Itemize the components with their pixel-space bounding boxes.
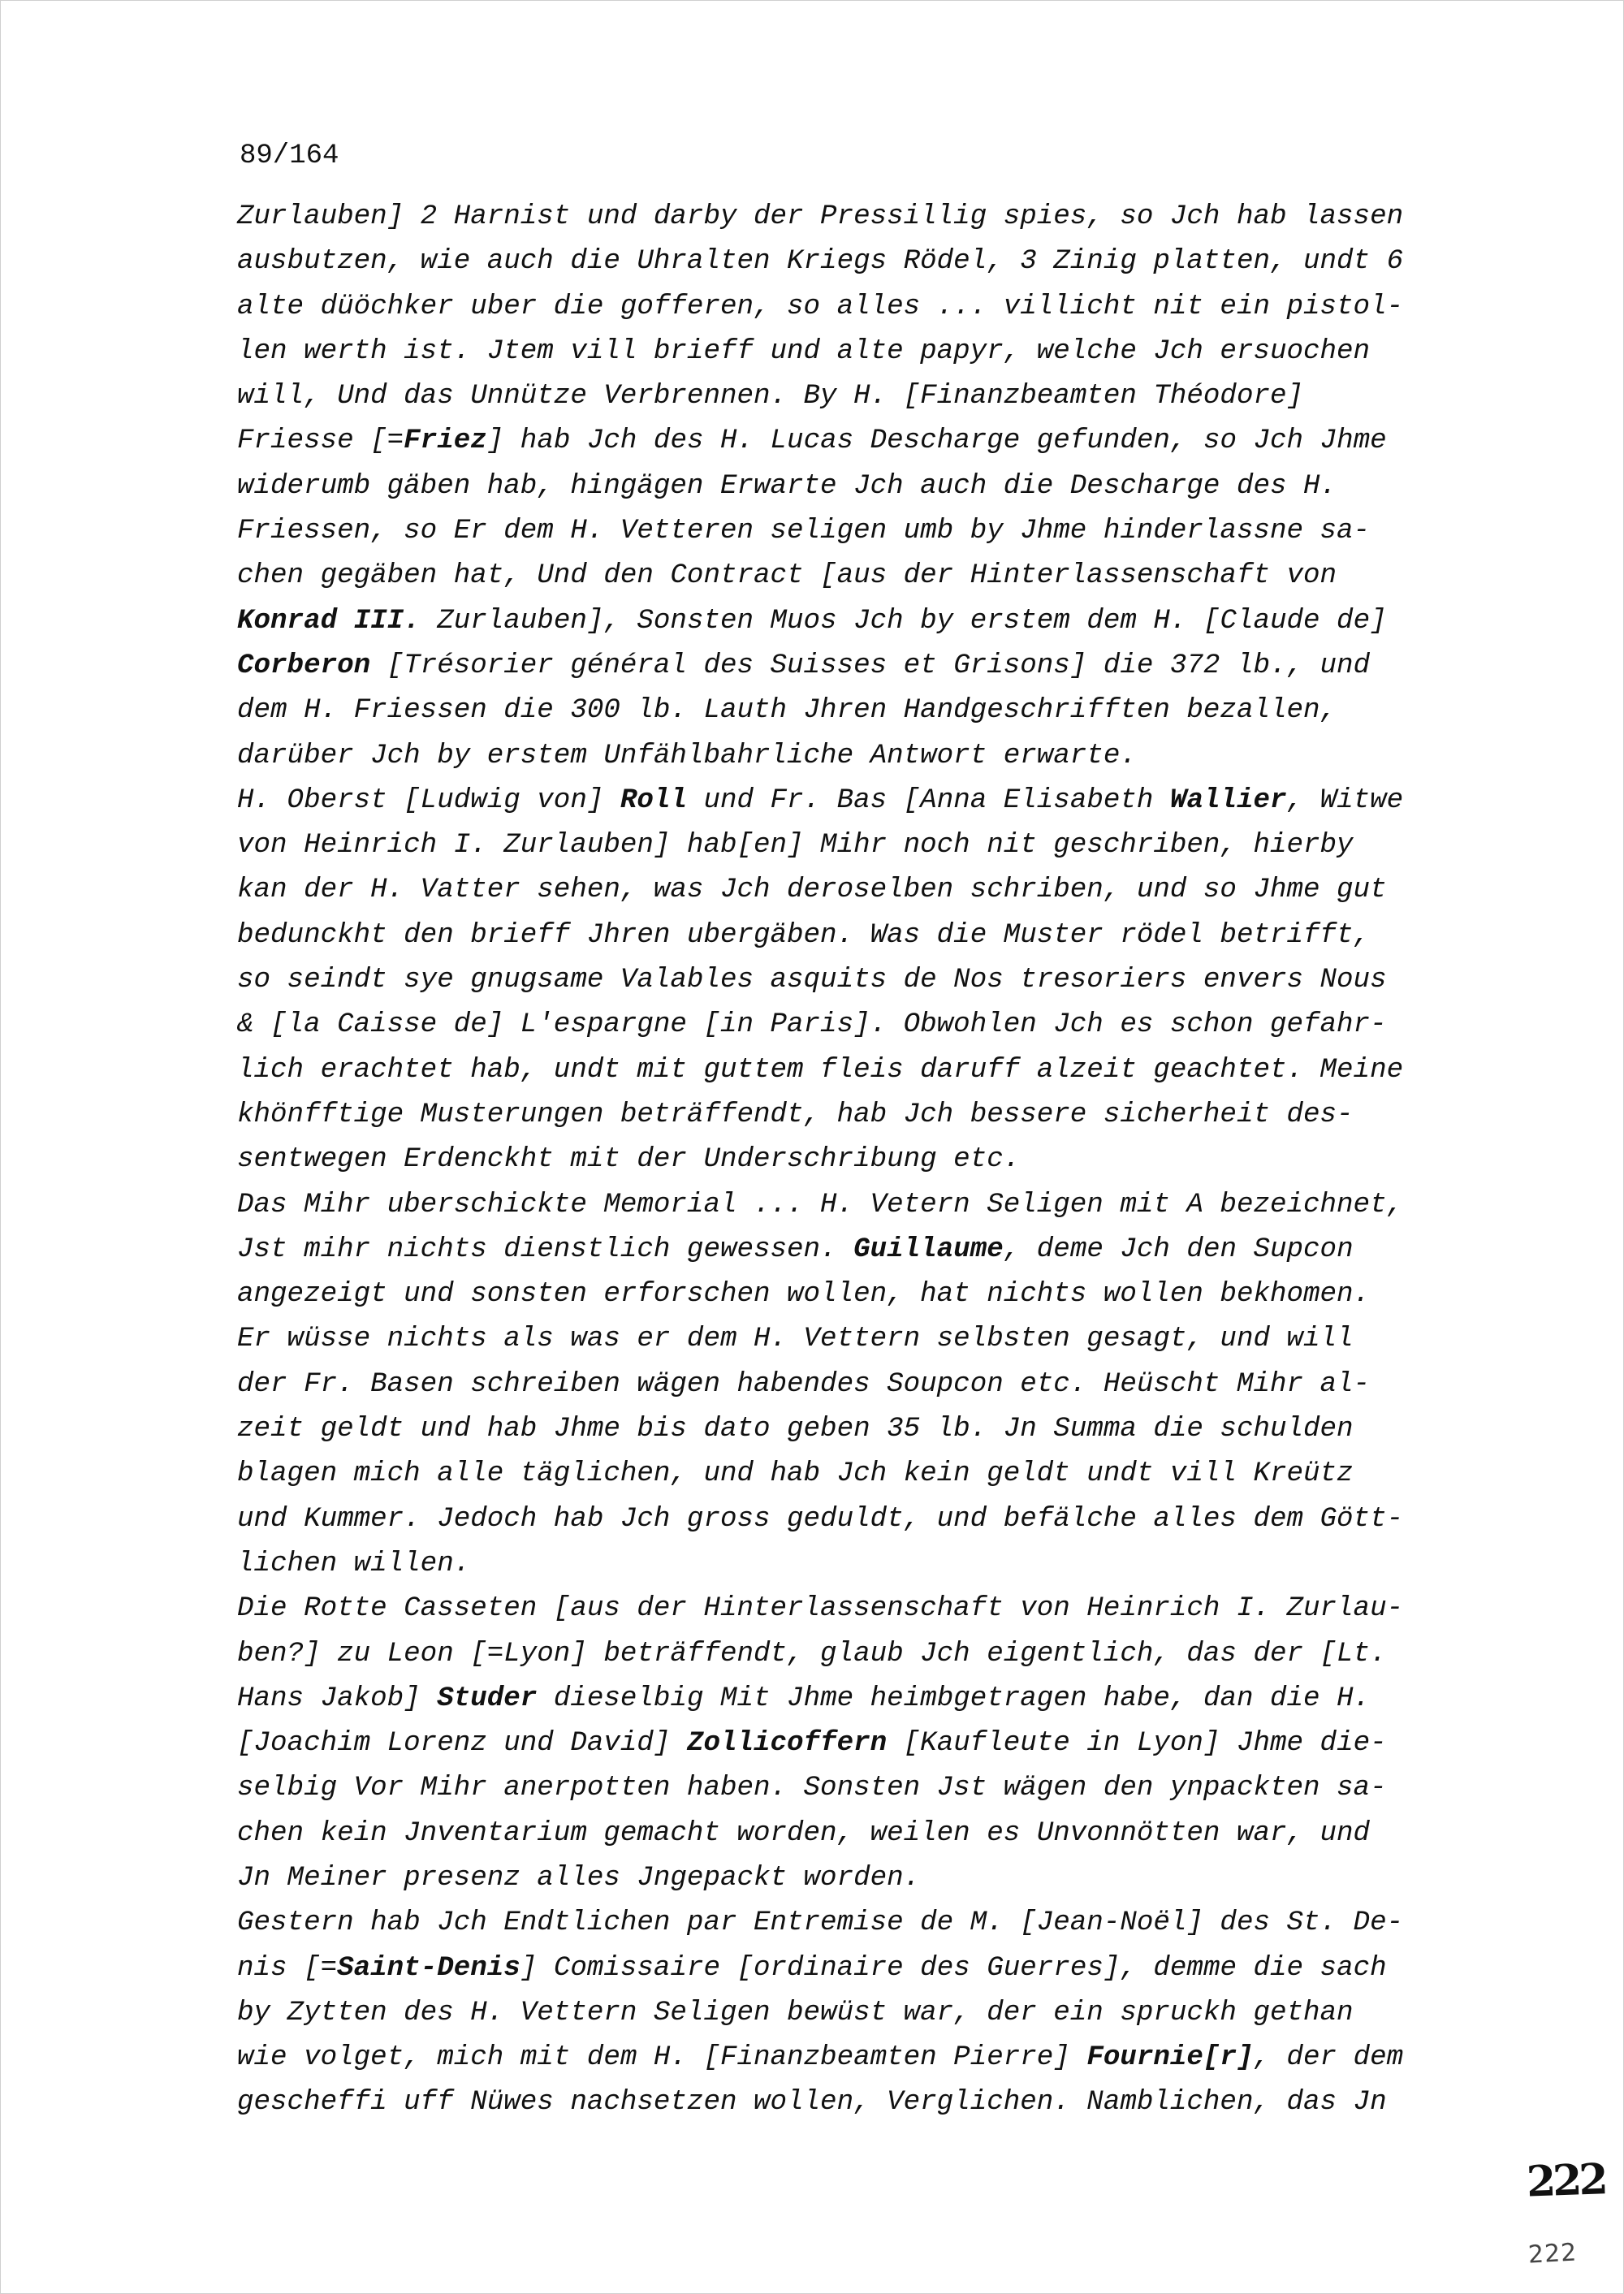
- text-segment: Das Mihr uberschickte Memorial ... H. Vetern Seligen mit A bezeichnet,: [237, 1189, 1404, 1220]
- text-line: [237, 914, 1504, 958]
- text-line: [237, 509, 1504, 554]
- text-segment: angezeigt und sonsten erforschen wollen, hat nichts wollen bekhomen.: [237, 1279, 1371, 1311]
- text-segment: sentwegen Erdenckht mit der Underschribung etc.: [237, 1144, 1021, 1176]
- text-line: [237, 374, 1504, 419]
- bold-name: Friez: [404, 426, 487, 457]
- text-segment: [Trésorier général des Suisses et Grisons] die 372 lb., und: [370, 650, 1371, 681]
- text-segment: Er wüsse nichts als was er dem H. Vettern selbsten gesagt, und will: [237, 1324, 1354, 1355]
- bold-name: Wallier: [1169, 784, 1287, 816]
- text-line: [237, 779, 1504, 823]
- text-line: [237, 1272, 1504, 1317]
- text-segment: und Kummer. Jedoch hab Jch gross geduldt, und befälche alles dem Gött-: [237, 1503, 1404, 1535]
- text-line: [237, 1183, 1504, 1228]
- bold-name: Roll: [620, 784, 687, 816]
- text-line: [237, 1812, 1504, 1856]
- text-line: [237, 1093, 1504, 1138]
- text-line: [237, 1991, 1504, 2036]
- text-line: [237, 240, 1504, 284]
- text-segment: will, Und das Unnütze Verbrennen. By H. [Finanzbeamten Théodore]: [237, 381, 1304, 413]
- text-segment: Friessen, so Er dem H. Vetteren seligen umb by Jhme hinderlassne sa-: [237, 516, 1371, 547]
- text-line: [237, 1497, 1504, 1542]
- text-line: [237, 554, 1504, 598]
- text-segment: [Kaufleute in Lyon] Jhme die-: [887, 1728, 1387, 1760]
- text-segment: so seindt sye gnugsame Valables asquits de Nos tresoriers envers Nous: [237, 965, 1387, 996]
- text-line: [237, 599, 1504, 644]
- bold-name: Corberon: [237, 650, 371, 681]
- text-segment: , deme Jch den Supcon: [1003, 1233, 1354, 1265]
- text-segment: ausbutzen, wie auch die Uhralten Kriegs Rödel, 3 Zinig platten, undt 6: [237, 246, 1404, 278]
- text-segment: und Fr. Bas [Anna Elisabeth: [686, 784, 1170, 816]
- text-segment: , der dem: [1253, 2042, 1404, 2074]
- text-line: [237, 1542, 1504, 1587]
- text-line: [237, 1363, 1504, 1407]
- bold-name: Studer: [437, 1683, 538, 1714]
- text-line: [237, 1632, 1504, 1677]
- text-segment: Friesse [=: [237, 426, 404, 457]
- text-segment: chen gegäben hat, Und den Contract [aus der Hinterlassenschaft von: [237, 560, 1337, 592]
- text-line: [237, 195, 1504, 240]
- text-line: [237, 1228, 1504, 1272]
- text-segment: ] hab Jch des H. Lucas Descharge gefunden, so Jch Jhme: [486, 426, 1387, 457]
- text-segment: lich erachtet hab, undt mit guttem fleis daruff alzeit geachtet. Meine: [237, 1054, 1404, 1086]
- text-segment: len werth ist. Jtem vill brieff und alte papyr, welche Jch ersuochen: [237, 335, 1371, 367]
- text-segment: widerumb gäben hab, hingägen Erwarte Jch auch die Descharge des H.: [237, 470, 1337, 502]
- text-segment: ] Comissaire [ordinaire des Guerres], demme die sach: [520, 1952, 1387, 1984]
- text-segment: H. Oberst [Ludwig von]: [237, 784, 620, 816]
- text-segment: & [la Caisse de] L'espargne [in Paris]. Obwohlen Jch es schon gefahr-: [237, 1009, 1387, 1041]
- text-segment: darüber Jch by erstem Unfählbahrliche Antwort erwarte.: [237, 740, 1137, 771]
- text-segment: blagen mich alle täglichen, und hab Jch kein geldt undt vill Kreütz: [237, 1458, 1354, 1490]
- text-line: [237, 1901, 1504, 1946]
- folio-pencil-number: 222: [1527, 2238, 1579, 2270]
- text-line: [237, 1722, 1504, 1766]
- text-line: [237, 689, 1504, 733]
- text-line: [237, 1677, 1504, 1722]
- text-segment: chen kein Jnventarium gemacht worden, weilen es Unvonnötten war, und: [237, 1817, 1371, 1849]
- text-segment: lichen willen.: [237, 1548, 471, 1579]
- text-segment: Die Rotte Casseten [aus der Hinterlassenschaft von Heinrich I. Zurlau-: [237, 1593, 1404, 1625]
- text-segment: wie volget, mich mit dem H. [Finanzbeamten Pierre]: [237, 2042, 1087, 2074]
- text-line: [237, 1138, 1504, 1182]
- text-segment: Jst mihr nichts dienstlich gewessen.: [237, 1233, 854, 1265]
- transcription-body: [237, 195, 1504, 2126]
- text-line: [237, 1048, 1504, 1093]
- text-line: [237, 823, 1504, 868]
- bold-name: Saint-Denis: [337, 1952, 520, 1984]
- text-line: [237, 644, 1504, 689]
- text-line: [237, 1317, 1504, 1362]
- text-segment: khönfftige Musterungen beträffendt, hab Jch bessere sicherheit des-: [237, 1099, 1354, 1130]
- text-segment: ben?] zu Leon [=Lyon] beträffendt, glaub Jch eigentlich, das der [Lt.: [237, 1638, 1387, 1670]
- text-segment: Zurlauben] 2 Harnist und darby der Pressillig spies, so Jch hab lassen: [237, 201, 1404, 232]
- text-line: [237, 1587, 1504, 1631]
- text-segment: Jn Meiner presenz alles Jngepackt worden.: [237, 1862, 921, 1894]
- text-line: [237, 958, 1504, 1003]
- text-segment: selbig Vor Mihr anerpotten haben. Sonsten Jst wägen den ynpackten sa-: [237, 1773, 1387, 1804]
- bold-name: Zollicoffern: [686, 1728, 888, 1760]
- text-line: [237, 464, 1504, 509]
- text-segment: Zurlauben], Sonsten Muos Jch by erstem dem H. [Claude de]: [420, 605, 1387, 637]
- text-segment: , Witwe: [1286, 784, 1404, 816]
- text-line: [237, 1003, 1504, 1048]
- text-line: [237, 1856, 1504, 1901]
- text-segment: by Zytten des H. Vettern Seligen bewüst war, der ein spruckh gethan: [237, 1997, 1354, 2028]
- text-segment: [Joachim Lorenz und David]: [237, 1728, 687, 1760]
- bold-name: Guillaume: [853, 1233, 1004, 1265]
- bold-name: Konrad III.: [237, 605, 421, 637]
- text-line: [237, 2036, 1504, 2080]
- text-segment: von Heinrich I. Zurlauben] hab[en] Mihr noch nit geschriben, hierby: [237, 830, 1354, 862]
- text-line: [237, 285, 1504, 330]
- text-line: [237, 734, 1504, 779]
- text-segment: kan der H. Vatter sehen, was Jch deroselben schriben, und so Jhme gut: [237, 875, 1387, 906]
- folio-stamp-number: 222: [1525, 2154, 1606, 2207]
- text-segment: Gestern hab Jch Endtlichen par Entremise de M. [Jean-Noël] des St. De-: [237, 1907, 1404, 1939]
- text-segment: gescheffi uff Nüwes nachsetzen wollen, Verglichen. Namblichen, das Jn: [237, 2087, 1387, 2119]
- text-line: [237, 1407, 1504, 1452]
- text-line: [237, 868, 1504, 913]
- text-line: [237, 1452, 1504, 1497]
- text-line: [237, 419, 1504, 464]
- text-line: [237, 2080, 1504, 2125]
- text-segment: nis [=: [237, 1952, 338, 1984]
- document-reference: 89/164: [240, 140, 339, 171]
- text-segment: der Fr. Basen schreiben wägen habendes Soupcon etc. Heüscht Mihr al-: [237, 1368, 1371, 1400]
- text-segment: Hans Jakob]: [237, 1683, 438, 1714]
- text-segment: dem H. Friessen die 300 lb. Lauth Jhren Handgeschrifften bezallen,: [237, 695, 1337, 727]
- text-segment: alte düöchker uber die gofferen, so alles ... villicht nit ein pistol-: [237, 291, 1404, 322]
- text-segment: bedunckht den brieff Jhren ubergäben. Was die Muster rödel betrifft,: [237, 919, 1371, 951]
- text-segment: zeit geldt und hab Jhme bis dato geben 35 lb. Jn Summa die schulden: [237, 1414, 1354, 1445]
- text-line: [237, 1766, 1504, 1811]
- bold-name: Fournie[r]: [1086, 2042, 1254, 2074]
- text-segment: dieselbig Mit Jhme heimbgetragen habe, dan die H.: [537, 1683, 1371, 1714]
- text-line: [237, 1946, 1504, 1991]
- text-line: [237, 330, 1504, 374]
